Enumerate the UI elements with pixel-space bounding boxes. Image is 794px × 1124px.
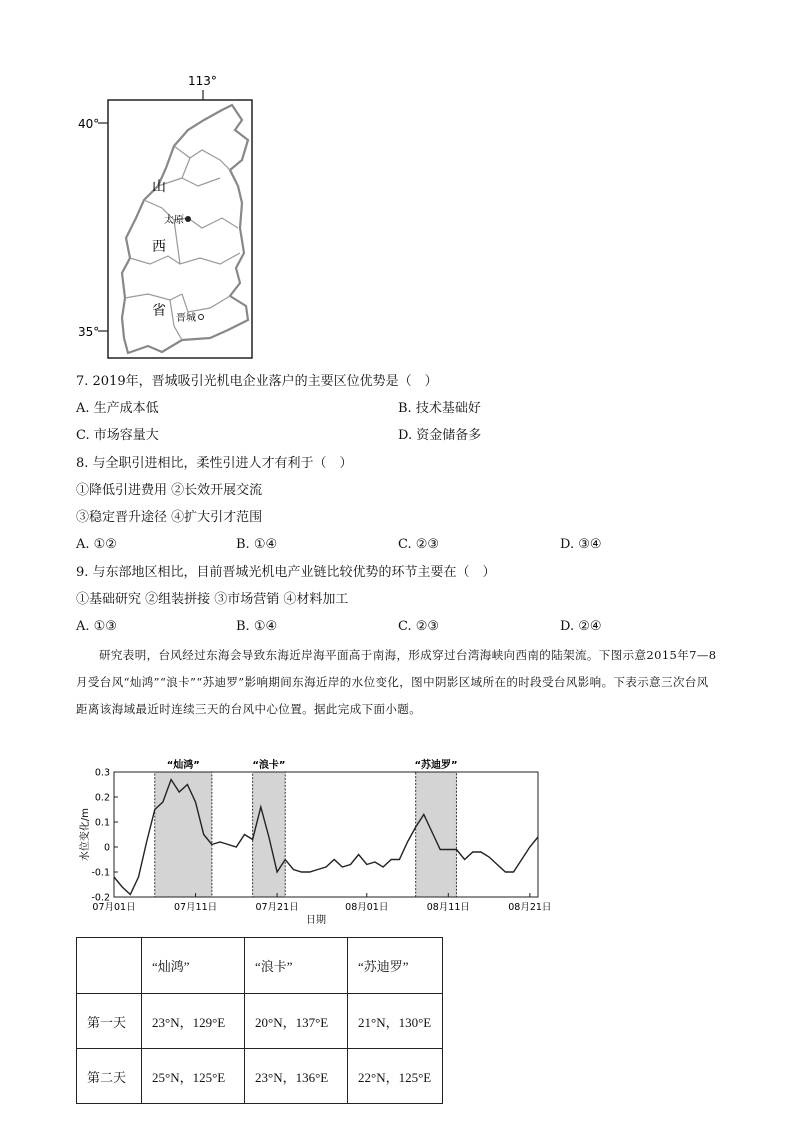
q7-option-a[interactable]: A. 生产成本低 [76, 401, 159, 416]
water-level-chart [72, 752, 562, 928]
y-tick-label: -0.2 [91, 892, 110, 904]
typhoon-label: “灿鸿” [166, 760, 200, 771]
x-tick-label: 08月11日 [426, 902, 470, 913]
table-cell: 20°N，137°E [245, 994, 348, 1049]
q7-option-d[interactable]: D. 资金储备多 [398, 428, 482, 443]
q8-option-d[interactable]: D. ③④ [560, 537, 602, 552]
table-cell: 23°N，129°E [142, 994, 245, 1049]
province-char-3: 省 [152, 303, 166, 319]
province-char-1: 山 [152, 179, 166, 195]
table-cell: 23°N，136°E [245, 1049, 348, 1104]
city-jincheng-label: 晋城 [176, 313, 196, 324]
table-header-cell: “苏迪罗” [348, 938, 443, 994]
x-axis-label: 日期 [306, 915, 326, 926]
q8-choices-line2: ③稳定晋升途径 ④扩大引才范围 [76, 510, 263, 525]
q9-option-b[interactable]: B. ①④ [236, 619, 278, 634]
q7-option-c[interactable]: C. 市场容量大 [76, 428, 159, 443]
city-taiyuan-dot [185, 216, 191, 222]
table-cell: 22°N，125°E [348, 1049, 443, 1104]
q7-stem: 7. 2019年，晋城吸引光机电企业落户的主要区位优势是（ ） [76, 374, 438, 389]
y-tick-label: 0.3 [94, 767, 110, 779]
typhoon-period-shade [416, 772, 457, 897]
table-cell: 25°N，125°E [142, 1049, 245, 1104]
x-tick-label: 08月21日 [508, 902, 552, 913]
lat-label-bottom: 35° [78, 325, 100, 339]
table-row [77, 994, 443, 1049]
x-tick-label: 07月01日 [92, 902, 136, 913]
q9-stem: 9. 与东部地区相比，目前晋城光机电产业链比较优势的环节主要在（ ） [76, 565, 496, 580]
q8-choices-line1: ①降低引进费用 ②长效开展交流 [76, 483, 263, 498]
typhoon-label: “苏迪罗” [414, 760, 458, 771]
table-header-cell: “浪卡” [245, 938, 348, 994]
q8-option-a[interactable]: A. ①② [76, 537, 117, 552]
typhoon-label: “浪卡” [252, 760, 286, 771]
q8-option-c[interactable]: C. ②③ [398, 537, 440, 552]
y-tick-label: -0.1 [91, 867, 110, 879]
table-cell: 第二天 [77, 1049, 142, 1104]
q8-stem: 8. 与全职引进相比，柔性引进人才有利于（ ） [76, 456, 353, 471]
y-tick-label: 0.2 [94, 792, 110, 804]
q9-option-c[interactable]: C. ②③ [398, 619, 440, 634]
table-header-row [77, 938, 443, 994]
x-tick-label: 08月01日 [345, 902, 389, 913]
q9-option-a[interactable]: A. ①③ [76, 619, 117, 634]
city-taiyuan-label: 太原 [164, 215, 184, 226]
lat-label-top: 40° [78, 117, 100, 131]
y-tick-label: 0 [103, 842, 110, 854]
q9-choices: ①基础研究 ②组装拼接 ③市场营销 ④材料加工 [76, 592, 349, 607]
q9-option-d[interactable]: D. ②④ [560, 619, 602, 634]
table-header-cell [77, 938, 142, 994]
q7-option-b[interactable]: B. 技术基础好 [398, 401, 481, 416]
table-header-cell: “灿鸿” [142, 938, 245, 994]
table-cell: 21°N，130°E [348, 994, 443, 1049]
typhoon-position-table [76, 937, 443, 1104]
table-cell: 第一天 [77, 994, 142, 1049]
y-tick-label: 0.1 [94, 817, 110, 829]
prefecture-borders [125, 146, 240, 340]
table-row [77, 1049, 443, 1104]
y-axis-label: 水位变化/m [80, 807, 91, 862]
x-tick-label: 07月11日 [173, 902, 218, 913]
q8-option-b[interactable]: B. ①④ [236, 537, 278, 552]
shanxi-map [70, 68, 270, 368]
passage-text: 研究表明，台风经过东海会导致东海近岸海平面高于南海，形成穿过台湾海峡向西南的陆架流。下图示意2015年7—8月受台风“灿鸿”“浪卡”“苏迪罗”影响期间东海近岸的水位变化，图中阴影区域所在的时段受台风影响。下表示意三次台风距离该海域最近时连续三天的台风中心位置。据此完成下面小题。 [76, 648, 717, 716]
x-tick-label: 07月21日 [255, 902, 299, 913]
city-jincheng-dot [199, 315, 204, 320]
longitude-label: 113° [188, 74, 217, 88]
province-char-2: 西 [152, 239, 166, 255]
